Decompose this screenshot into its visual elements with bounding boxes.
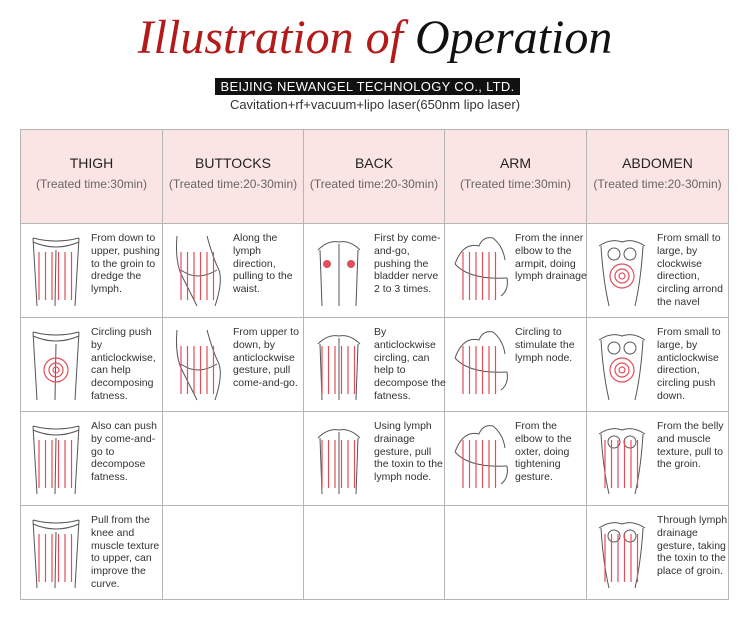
column-time: (Treated time:20-30min) [168, 177, 298, 191]
title-part-1: Illustration of [137, 11, 404, 64]
cell-abdomen-2 [587, 318, 729, 412]
table-body [21, 224, 729, 600]
operation-table [20, 129, 729, 600]
cell-buttocks-1 [163, 224, 304, 318]
table-row [21, 412, 729, 506]
cell-thigh-3 [21, 412, 163, 506]
column-time: (Treated time:20-30min) [593, 177, 722, 191]
cell-back-2 [304, 318, 445, 412]
step-description: From small to large, by anticlockwise direction, circling push down. [657, 326, 721, 402]
cell-back-3 [304, 412, 445, 506]
step-description: By anticlockwise circling, can help to decompose the fatness. [374, 326, 446, 402]
step-description: From small to large, by clockwise direction, circling arrond the navel [657, 232, 723, 308]
column-header-thigh [21, 130, 163, 224]
title-part-2: Operation [415, 11, 613, 64]
column-name: ABDOMEN [622, 155, 693, 171]
step-description: From the belly and muscle texture, pull to the groin. [657, 420, 724, 471]
step-description: Also can push by come-and-go to decompose fatness. [91, 420, 157, 484]
column-header-arm [445, 130, 587, 224]
company-banner: BEIJING NEWANGEL TECHNOLOGY CO., LTD. [215, 78, 520, 95]
empty-cell [445, 506, 587, 600]
cell-abdomen-4 [587, 506, 729, 600]
cell-back-1 [304, 224, 445, 318]
subtitle: Cavitation+rf+vacuum+lipo laser(650nm lipo laser) [229, 97, 521, 112]
column-name: BUTTOCKS [195, 155, 271, 171]
step-description: Using lymph drainage gesture, pull the toxin to the lymph node. [374, 420, 443, 484]
cell-buttocks-2 [163, 318, 304, 412]
cell-abdomen-3 [587, 412, 729, 506]
column-header-back [304, 130, 445, 224]
step-description: Pull from the knee and muscle texture to upper, can improve the curve. [91, 514, 160, 590]
cell-thigh-2 [21, 318, 163, 412]
column-header-buttocks [163, 130, 304, 224]
empty-cell [163, 506, 304, 600]
column-time: (Treated time:20-30min) [309, 177, 439, 191]
step-description: From down to upper, pushing to the groin to dredge the lymph. [91, 232, 160, 296]
table-row [21, 224, 729, 318]
cell-arm-1 [445, 224, 587, 318]
column-time: (Treated time:30min) [460, 177, 571, 191]
header-row [21, 130, 729, 224]
cell-thigh-4 [21, 506, 163, 600]
column-name: ARM [499, 155, 532, 171]
column-name: BACK [354, 155, 394, 171]
page-title [0, 12, 750, 64]
empty-cell [304, 506, 445, 600]
step-description: Along the lymph direction, pulling to the waist. [233, 232, 293, 296]
step-description: Circling push by anticlockwise, can help decomposing fatness. [91, 326, 156, 402]
step-description: From upper to down, by anticlockwise gesture, pull come-and-go. [233, 326, 299, 390]
step-description: Circling to stimulate the lymph node. [515, 326, 575, 364]
cell-thigh-1 [21, 224, 163, 318]
step-description: From the elbow to the oxter, doing tightening gesture. [515, 420, 572, 484]
table-row [21, 506, 729, 600]
cell-abdomen-1 [587, 224, 729, 318]
cell-arm-2 [445, 318, 587, 412]
empty-cell [163, 412, 304, 506]
column-name: THIGH [69, 155, 114, 171]
column-header-abdomen [587, 130, 729, 224]
column-time: (Treated time:30min) [36, 177, 147, 191]
table-row [21, 318, 729, 412]
step-description: First by come-and-go, pushing the bladder nerve 2 to 3 times. [374, 232, 441, 296]
step-description: Through lymph drainage gesture, taking the toxin to the place of groin. [657, 514, 728, 578]
cell-arm-3 [445, 412, 587, 506]
step-description: From the inner elbow to the armpit, doing lymph drainage [515, 232, 587, 283]
